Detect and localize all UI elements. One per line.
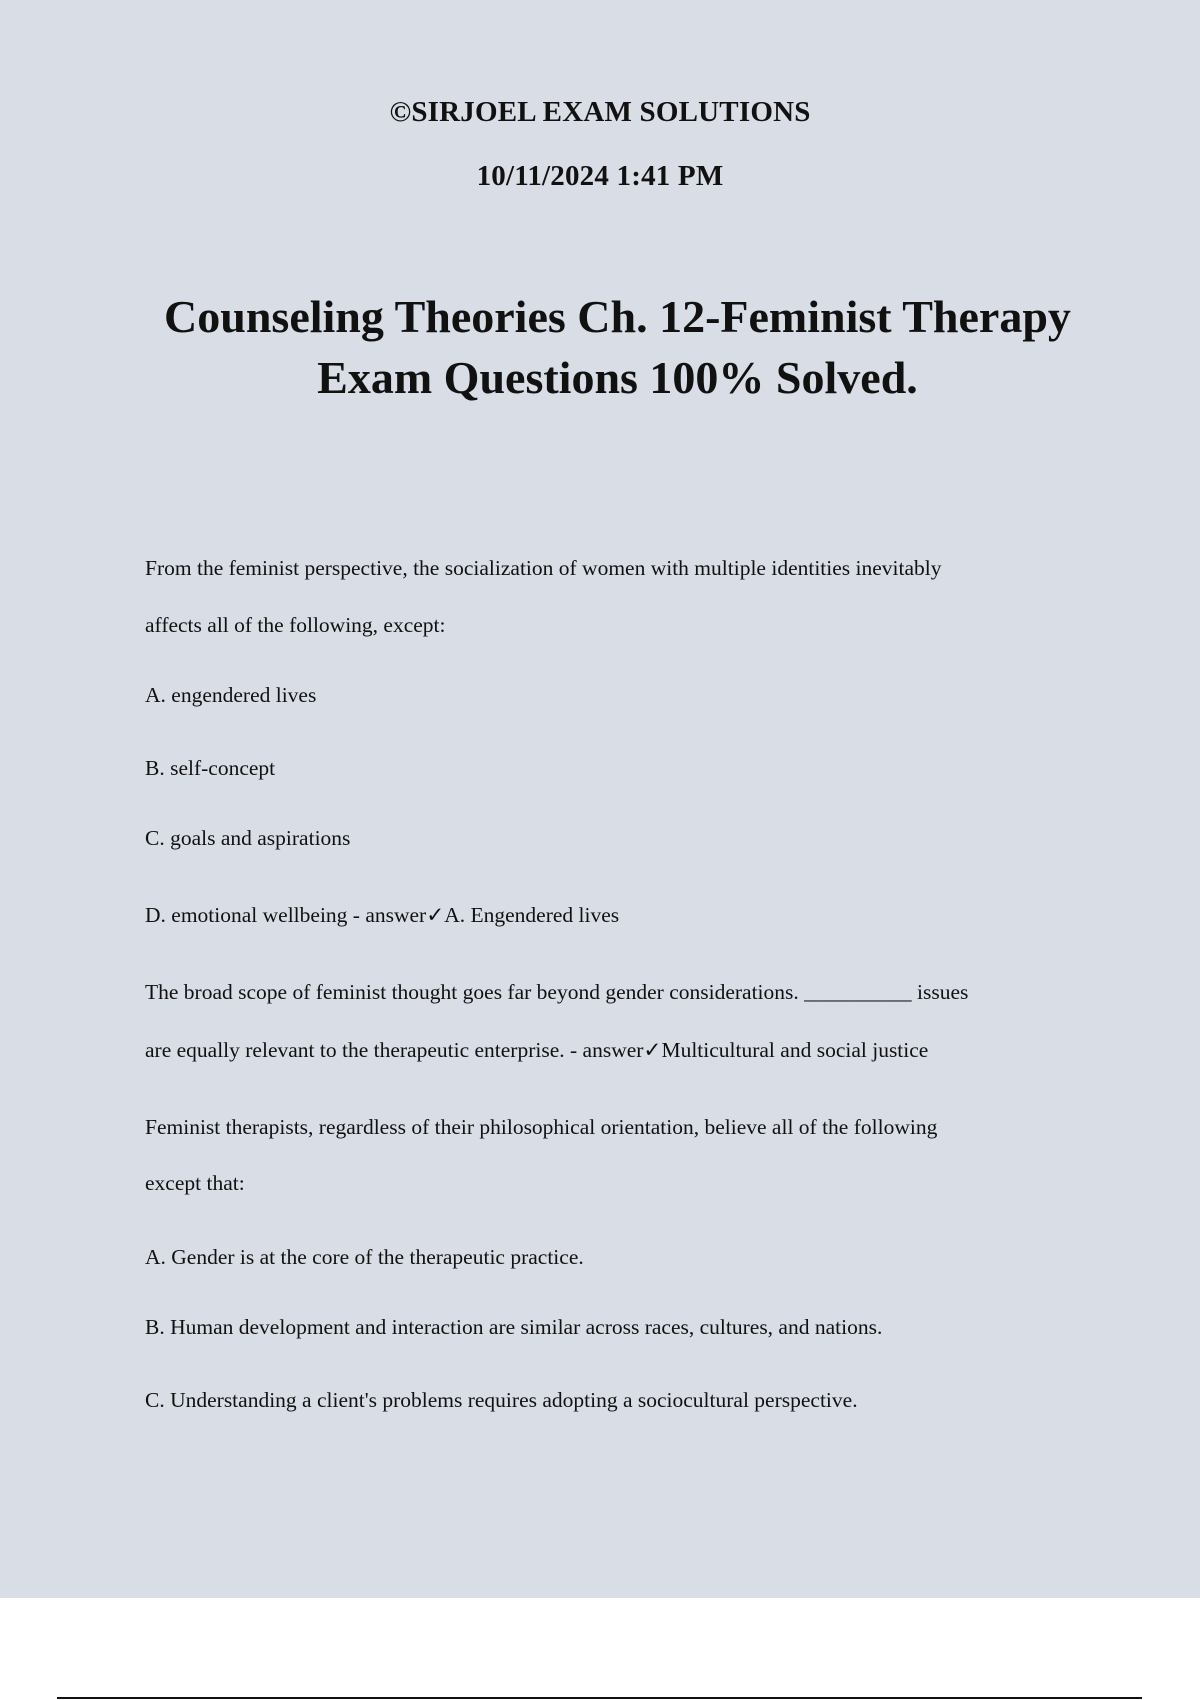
question-2-line-1: The broad scope of feminist thought goes far beyond gender considerations. __________ issues (145, 980, 969, 1004)
question-3-line-2: except that: (145, 1171, 245, 1195)
question-3-option-a: A. Gender is at the core of the therapeutic practice. (145, 1245, 584, 1269)
question-1-option-c: C. goals and aspirations (145, 826, 351, 850)
header-datetime: 10/11/2024 1:41 PM (476, 160, 724, 192)
question-1-option-d-answer: D. emotional wellbeing - answer✓A. Engendered lives (145, 903, 620, 927)
question-2-line-2-answer: are equally relevant to the therapeutic enterprise. - answer✓Multicultural and social justice (145, 1038, 929, 1062)
question-1-line-2: affects all of the following, except: (145, 613, 446, 637)
question-1-line-1: From the feminist perspective, the socialization of women with multiple identities inevitably (145, 556, 942, 580)
question-1-option-a: A. engendered lives (145, 683, 317, 707)
question-1-option-b: B. self-concept (145, 756, 276, 780)
document-title: Counseling Theories Ch. 12-Feminist Therapy Exam Questions 100% Solved. (164, 291, 1071, 403)
copyright-header: ©SIRJOEL EXAM SOLUTIONS (389, 96, 811, 128)
question-3-line-1: Feminist therapists, regardless of their philosophical orientation, believe all of the following (145, 1115, 938, 1139)
question-3-option-c: C. Understanding a client's problems requires adopting a sociocultural perspective. (145, 1388, 858, 1412)
footer-rule (57, 1697, 1142, 1699)
question-3-option-b: B. Human development and interaction are similar across races, cultures, and nations. (145, 1315, 883, 1339)
